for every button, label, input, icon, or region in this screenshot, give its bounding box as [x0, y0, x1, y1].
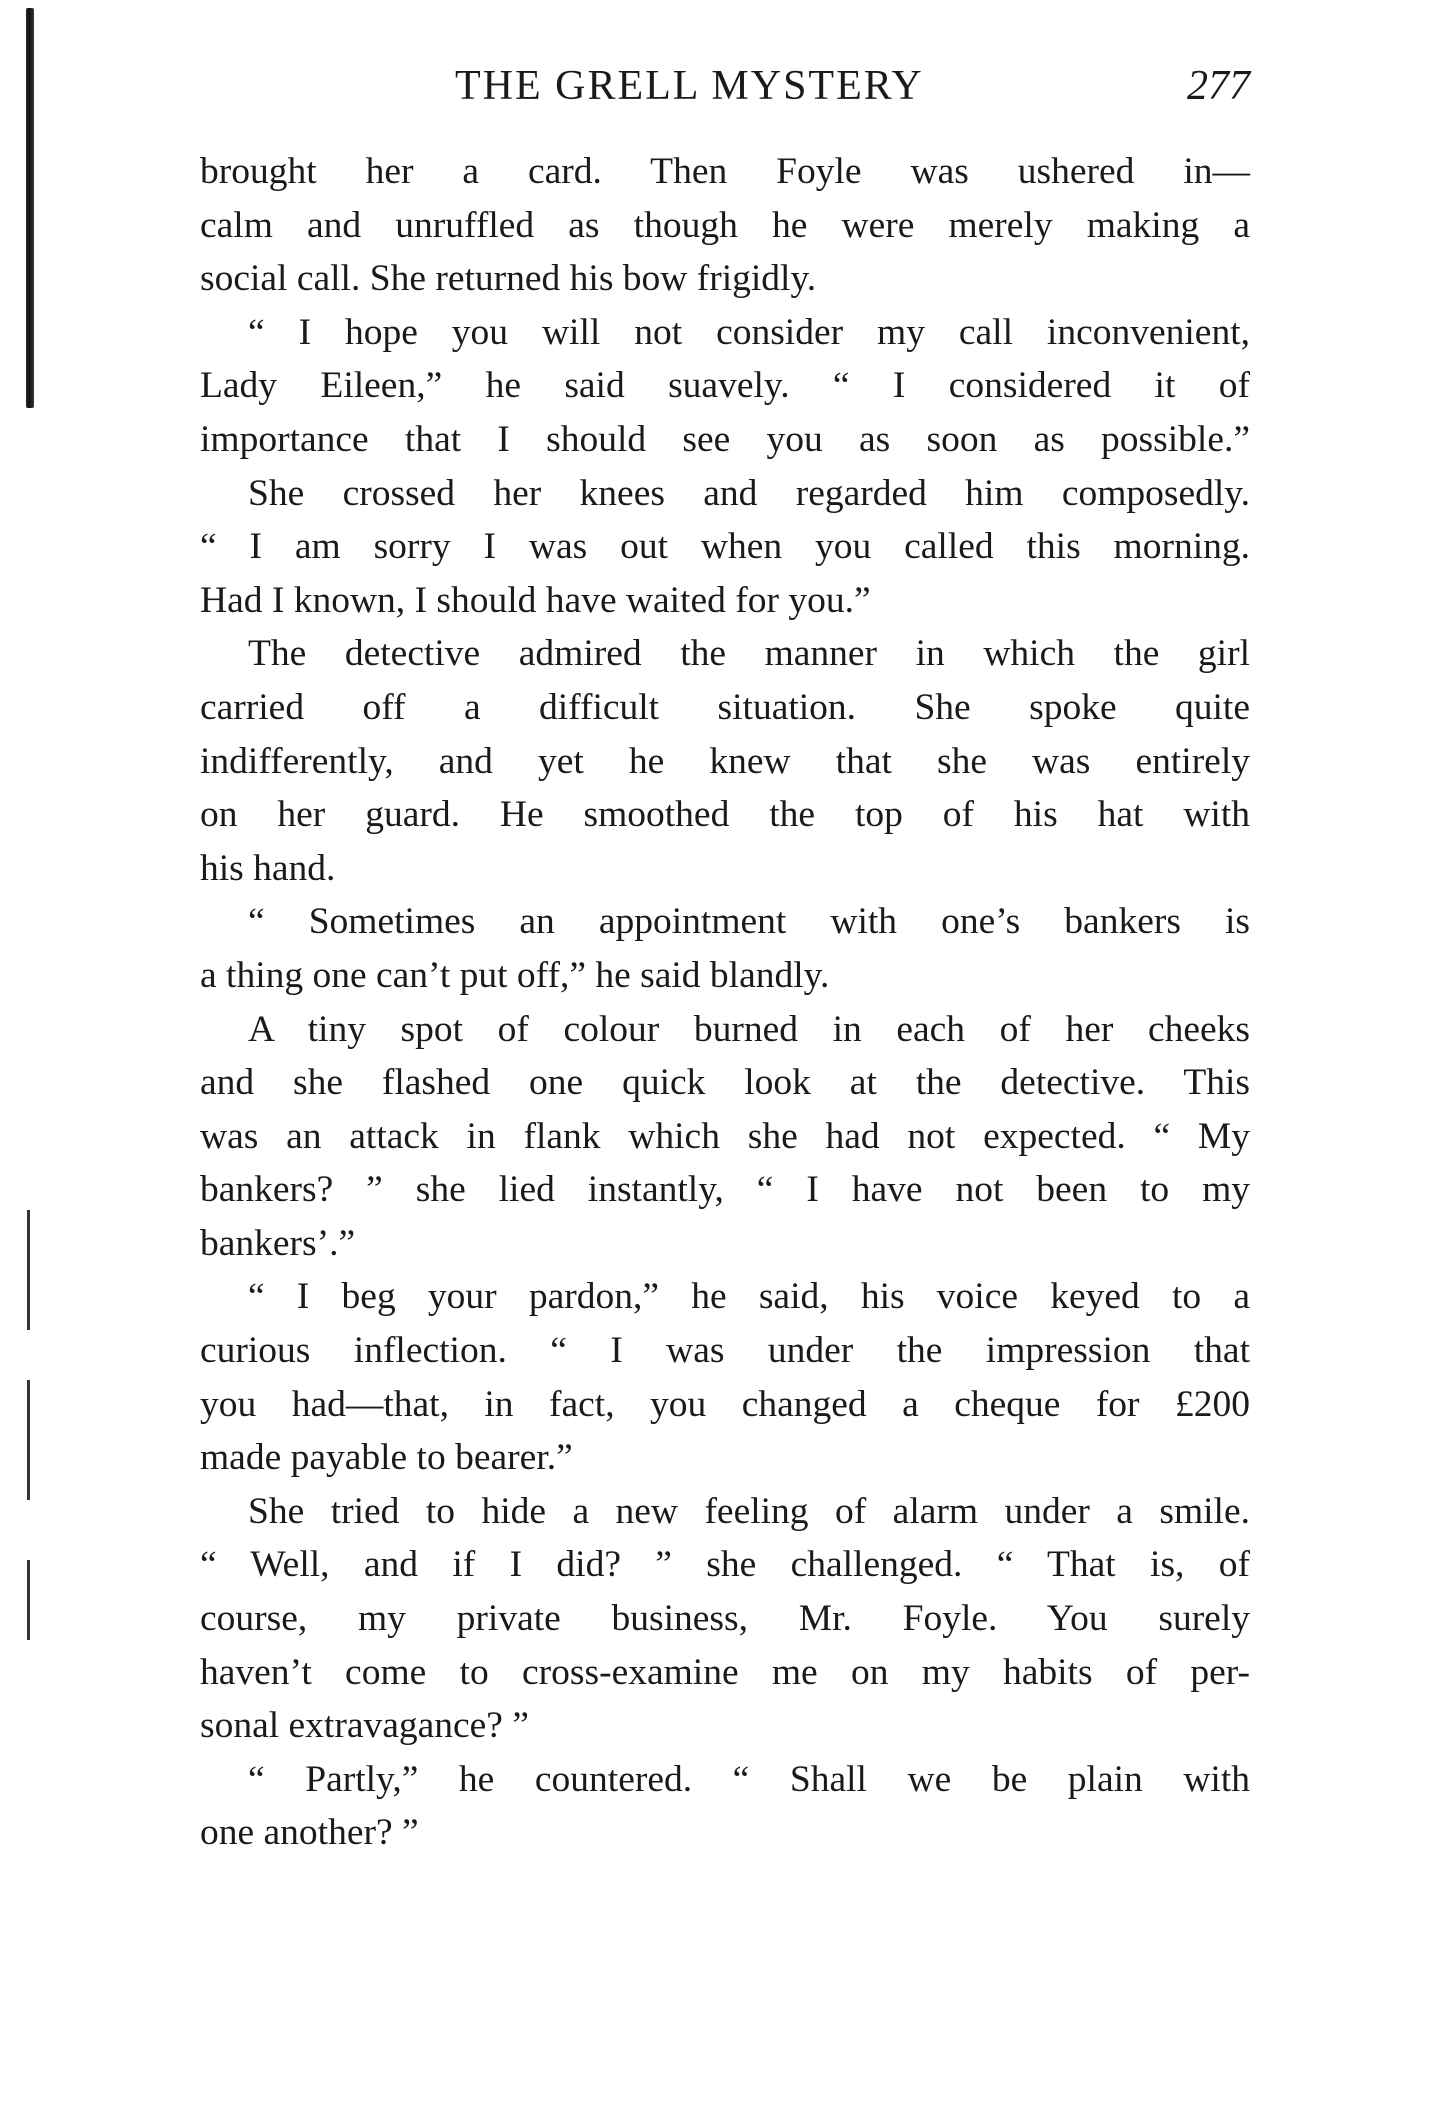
text-line: “ I am sorry I was out when you called this morning. [200, 526, 1250, 568]
text-line: you had—that, in fact, you changed a cheque for £200 [200, 1383, 1250, 1425]
text-line: on her guard. He smoothed the top of his hat with [200, 794, 1250, 836]
text-line: “ I hope you will not consider my call inconvenient, [248, 311, 1250, 353]
text-line: She crossed her knees and regarded him composedly. [248, 472, 1250, 514]
text-line: bankers? ” she lied instantly, “ I have not been to my [200, 1169, 1250, 1211]
text-line: made payable to bearer.” [200, 1437, 573, 1479]
body-text [200, 145, 1250, 1860]
text-line: “ Partly,” he countered. “ Shall we be plain with [248, 1758, 1250, 1800]
text-line: and she flashed one quick look at the detective. This [200, 1062, 1250, 1104]
text-line: social call. She returned his bow frigidly. [200, 258, 817, 300]
text-line: calm and unruffled as though he were merely making a [200, 204, 1250, 246]
page-number: 277 [1187, 63, 1250, 109]
text-line: The detective admired the manner in which the girl [248, 633, 1250, 675]
text-line: a thing one can’t put off,” he said blandly. [200, 954, 830, 996]
text-line: importance that I should see you as soon as possible.” [200, 418, 1250, 460]
text-line: indifferently, and yet he knew that she was entirely [200, 740, 1250, 782]
scan-binding-edge [26, 8, 34, 408]
scan-edge-mark [27, 1380, 30, 1500]
text-line: “ Sometimes an appointment with one’s bankers is [248, 901, 1250, 943]
text-line: curious inflection. “ I was under the impression that [200, 1330, 1250, 1372]
text-line: “ Well, and if I did? ” she challenged. “ That is, of [200, 1544, 1250, 1586]
scan-edge-mark [27, 1210, 30, 1330]
text-line: Lady Eileen,” he said suavely. “ I considered it of [200, 365, 1250, 407]
text-line: She tried to hide a new feeling of alarm under a smile. [248, 1490, 1250, 1532]
text-line: haven’t come to cross-examine me on my habits of per- [200, 1651, 1250, 1693]
text-line: was an attack in flank which she had not expected. “ My [200, 1115, 1250, 1157]
page-header [200, 62, 1250, 122]
text-line: sonal extravagance? ” [200, 1705, 529, 1747]
text-line: carried off a difficult situation. She spoke quite [200, 686, 1250, 728]
text-line: “ I beg your pardon,” he said, his voice keyed to a [248, 1276, 1250, 1318]
text-line: brought her a card. Then Foyle was ushered in— [200, 151, 1250, 192]
text-line: Had I known, I should have waited for you.” [200, 579, 871, 621]
text-line: his hand. [200, 847, 336, 889]
scan-edge-mark [27, 1560, 30, 1640]
text-line: course, my private business, Mr. Foyle. You surely [200, 1598, 1250, 1640]
running-title: THE GRELL MYSTERY [455, 63, 924, 109]
text-line: A tiny spot of colour burned in each of her cheeks [248, 1008, 1250, 1050]
text-line: one another? ” [200, 1812, 419, 1854]
text-line: bankers’.” [200, 1222, 356, 1264]
